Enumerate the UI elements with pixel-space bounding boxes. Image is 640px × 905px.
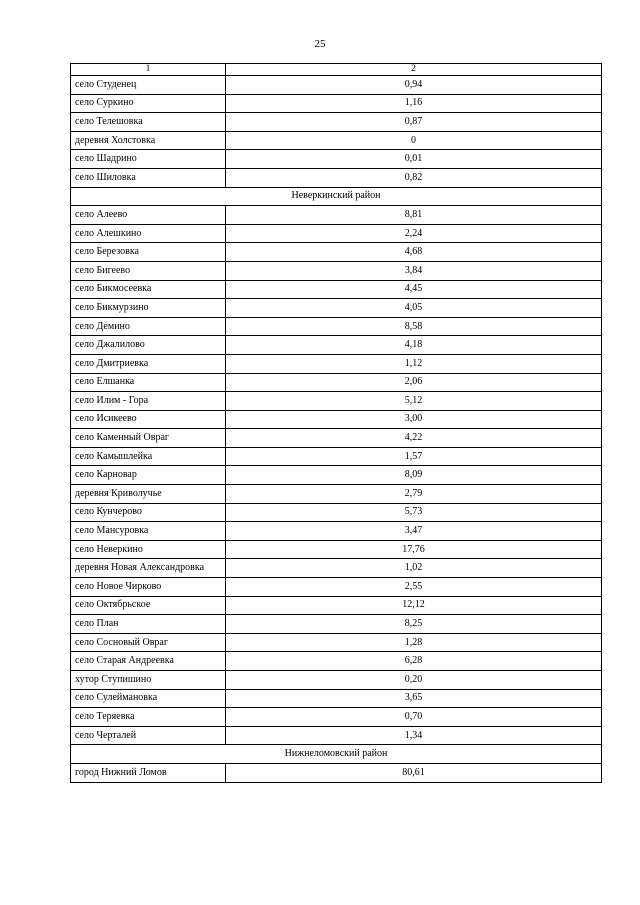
table-row <box>71 410 602 429</box>
table-row <box>71 615 602 634</box>
page-number: 25 <box>314 38 326 50</box>
section-row <box>71 745 602 764</box>
column-header-2: 2 <box>226 64 602 76</box>
settlement-value: 17,76 <box>226 540 602 559</box>
table-row <box>71 150 602 169</box>
table-row <box>71 224 602 243</box>
table-row <box>71 76 602 95</box>
table-row <box>71 131 602 150</box>
settlement-value: 12,12 <box>226 596 602 615</box>
settlement-value: 5,73 <box>226 503 602 522</box>
table-row <box>71 503 602 522</box>
settlement-value: 1,02 <box>226 559 602 578</box>
table-row <box>71 671 602 690</box>
settlement-value: 1,28 <box>226 633 602 652</box>
table-row <box>71 429 602 448</box>
settlement-name: село План <box>71 615 226 634</box>
table-header <box>71 64 602 76</box>
settlement-value: 4,05 <box>226 299 602 318</box>
settlement-name: село Березовка <box>71 243 226 262</box>
settlement-name: село Шадрино <box>71 150 226 169</box>
settlement-name: село Карновар <box>71 466 226 485</box>
table-row <box>71 540 602 559</box>
table-row <box>71 168 602 187</box>
settlement-name: село Неверкино <box>71 540 226 559</box>
settlement-name: деревня Криволучье <box>71 485 226 504</box>
settlement-name: село Дмитриевка <box>71 354 226 373</box>
table-row <box>71 763 602 782</box>
settlement-name: деревня Новая Александровка <box>71 559 226 578</box>
settlement-value: 3,00 <box>226 410 602 429</box>
settlement-value: 1,16 <box>226 94 602 113</box>
table-row <box>71 652 602 671</box>
settlement-name: село Мансуровка <box>71 522 226 541</box>
settlement-value: 0 <box>226 131 602 150</box>
settlement-value: 4,18 <box>226 336 602 355</box>
settlement-value: 0,20 <box>226 671 602 690</box>
table-row <box>71 689 602 708</box>
settlement-name: село Черталей <box>71 726 226 745</box>
table-row <box>71 317 602 336</box>
table-row <box>71 354 602 373</box>
table-row <box>71 466 602 485</box>
settlement-value: 4,22 <box>226 429 602 448</box>
settlement-value: 2,79 <box>226 485 602 504</box>
section-title: Нижнеломовский район <box>71 745 602 764</box>
settlement-name: село Теряевка <box>71 708 226 727</box>
data-table <box>70 63 602 783</box>
settlement-name: город Нижний Ломов <box>71 763 226 782</box>
table-row <box>71 299 602 318</box>
table-body <box>71 76 602 783</box>
settlement-value: 8,58 <box>226 317 602 336</box>
settlement-value: 8,09 <box>226 466 602 485</box>
settlement-value: 6,28 <box>226 652 602 671</box>
table-row <box>71 280 602 299</box>
settlement-name: село Кунчерово <box>71 503 226 522</box>
settlement-value: 1,34 <box>226 726 602 745</box>
settlement-name: хутор Ступишино <box>71 671 226 690</box>
table-row <box>71 708 602 727</box>
table-header-row <box>71 64 602 76</box>
section-title: Неверкинский район <box>71 187 602 206</box>
table-row <box>71 113 602 132</box>
table-row <box>71 485 602 504</box>
settlement-name: село Сосновый Овраг <box>71 633 226 652</box>
settlement-name: село Алеево <box>71 206 226 225</box>
settlement-name: село Каменный Овраг <box>71 429 226 448</box>
settlement-value: 3,84 <box>226 261 602 280</box>
settlement-name: село Телешовка <box>71 113 226 132</box>
table-row <box>71 633 602 652</box>
table-row <box>71 392 602 411</box>
table-row <box>71 447 602 466</box>
settlement-value: 8,81 <box>226 206 602 225</box>
settlement-value: 0,70 <box>226 708 602 727</box>
settlement-name: село Студенец <box>71 76 226 95</box>
settlement-value: 3,65 <box>226 689 602 708</box>
settlement-name: деревня Холстовка <box>71 131 226 150</box>
settlement-name: село Демино <box>71 317 226 336</box>
table-row <box>71 578 602 597</box>
settlement-name: село Октябрьское <box>71 596 226 615</box>
settlement-name: село Шиловка <box>71 168 226 187</box>
settlement-name: село Бикмосеевка <box>71 280 226 299</box>
settlement-value: 1,12 <box>226 354 602 373</box>
settlement-value: 2,55 <box>226 578 602 597</box>
settlement-value: 80,61 <box>226 763 602 782</box>
settlement-value: 8,25 <box>226 615 602 634</box>
table-row <box>71 243 602 262</box>
settlement-value: 2,06 <box>226 373 602 392</box>
settlement-name: село Джалилово <box>71 336 226 355</box>
table-row <box>71 559 602 578</box>
settlement-value: 0,94 <box>226 76 602 95</box>
settlement-value: 5,12 <box>226 392 602 411</box>
settlement-name: село Бикмурзино <box>71 299 226 318</box>
table-row <box>71 206 602 225</box>
settlement-value: 4,68 <box>226 243 602 262</box>
settlement-name: село Суркино <box>71 94 226 113</box>
settlement-name: село Старая Андреевка <box>71 652 226 671</box>
settlement-value: 2,24 <box>226 224 602 243</box>
settlement-value: 0,87 <box>226 113 602 132</box>
settlement-name: село Бигеево <box>71 261 226 280</box>
settlement-name: село Исикеево <box>71 410 226 429</box>
table-row <box>71 596 602 615</box>
settlement-value: 4,45 <box>226 280 602 299</box>
settlement-value: 3,47 <box>226 522 602 541</box>
table-row <box>71 373 602 392</box>
table-row <box>71 336 602 355</box>
table-row <box>71 522 602 541</box>
column-header-1: 1 <box>71 64 226 76</box>
table-row <box>71 261 602 280</box>
settlement-value: 0,82 <box>226 168 602 187</box>
settlement-name: село Елшанка <box>71 373 226 392</box>
table-row <box>71 726 602 745</box>
section-row <box>71 187 602 206</box>
settlement-name: село Алешкино <box>71 224 226 243</box>
settlement-name: село Илим - Гора <box>71 392 226 411</box>
settlement-name: село Камышлейка <box>71 447 226 466</box>
table-row <box>71 94 602 113</box>
settlement-name: село Новое Чирково <box>71 578 226 597</box>
settlement-name: село Сулеймановка <box>71 689 226 708</box>
settlement-value: 1,57 <box>226 447 602 466</box>
settlement-value: 0,01 <box>226 150 602 169</box>
